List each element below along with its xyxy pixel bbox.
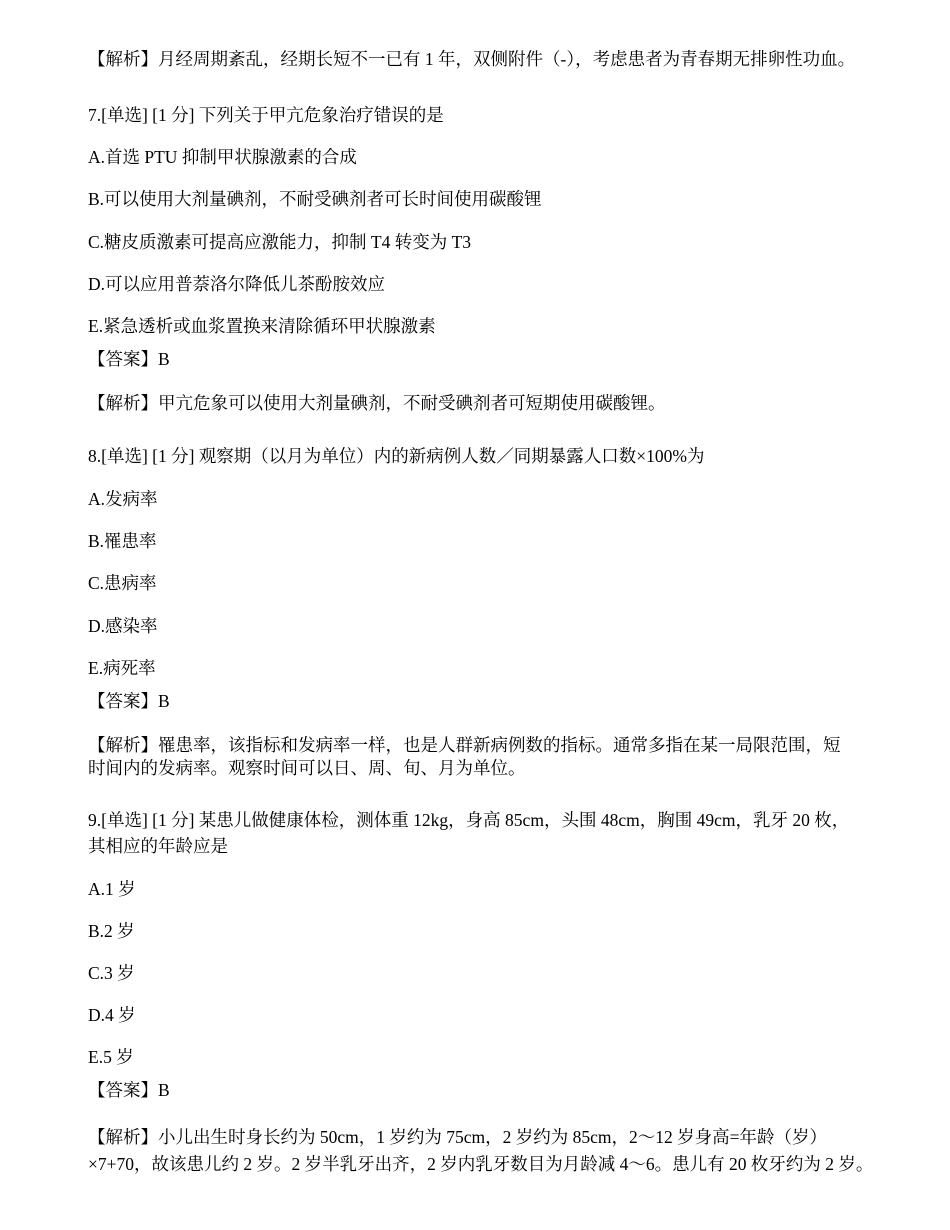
q7-option-c: C.糖皮质激素可提高应激能力，抑制 T4 转变为 T3 — [88, 232, 472, 252]
q8-option-e: E.病死率 — [88, 658, 156, 678]
q7-option-b: B.可以使用大剂量碘剂，不耐受碘剂者可长时间使用碳酸锂 — [88, 189, 542, 209]
prev-analysis: 【解析】月经周期紊乱，经期长短不一已有 1 年，双侧附件（-），考虑患者为青春期无排卵性功血。 — [88, 49, 856, 69]
q9-option-e: E.5 岁 — [88, 1047, 134, 1067]
q8-stem: 8.[单选] [1 分] 观察期（以月为单位）内的新病例人数／同期暴露人口数×100%为 — [88, 446, 705, 466]
q9-stem-line-1: 9.[单选] [1 分] 某患儿做健康体检，测体重 12kg，身高 85cm，头围 48cm，胸围 49cm，乳牙 20 枚， — [88, 810, 850, 830]
q9-option-a: A.1 岁 — [88, 879, 136, 899]
q7-option-e: E.紧急透析或血浆置换来清除循环甲状腺激素 — [88, 316, 436, 336]
q7-analysis: 【解析】甲亢危象可以使用大剂量碘剂，不耐受碘剂者可短期使用碳酸锂。 — [88, 393, 666, 413]
q9-analysis-line-1: 【解析】小儿出生时身长约为 50cm，1 岁约为 75cm，2 岁约为 85cm，2～12 岁身高=年龄（岁） — [88, 1127, 828, 1147]
q8-option-a: A.发病率 — [88, 489, 158, 509]
q8-option-b: B.罹患率 — [88, 531, 157, 551]
q7-stem: 7.[单选] [1 分] 下列关于甲亢危象治疗错误的是 — [88, 105, 444, 125]
q8-analysis-line-1: 【解析】罹患率，该指标和发病率一样，也是人群新病例数的指标。通常多指在某一局限范围，短 — [88, 735, 841, 755]
q7-answer: 【答案】B — [88, 349, 170, 369]
q9-option-c: C.3 岁 — [88, 963, 135, 983]
q8-answer: 【答案】B — [88, 691, 170, 711]
q9-analysis-line-2: ×7+70，故该患儿约 2 岁。2 岁半乳牙出齐，2 岁内乳牙数目为月龄减 4～6。患儿有 20 枚牙约为 2 岁。 — [88, 1154, 874, 1174]
q7-option-a: A.首选 PTU 抑制甲状腺激素的合成 — [88, 147, 357, 167]
q8-analysis-line-2: 时间内的发病率。观察时间可以日、周、旬、月为单位。 — [88, 758, 526, 778]
q9-option-b: B.2 岁 — [88, 921, 135, 941]
q8-option-d: D.感染率 — [88, 616, 158, 636]
q8-option-c: C.患病率 — [88, 573, 157, 593]
q7-option-d: D.可以应用普萘洛尔降低儿茶酚胺效应 — [88, 274, 386, 294]
q9-option-d: D.4 岁 — [88, 1005, 136, 1025]
q9-answer: 【答案】B — [88, 1080, 170, 1100]
q9-stem-line-2: 其相应的年龄应是 — [88, 836, 228, 856]
